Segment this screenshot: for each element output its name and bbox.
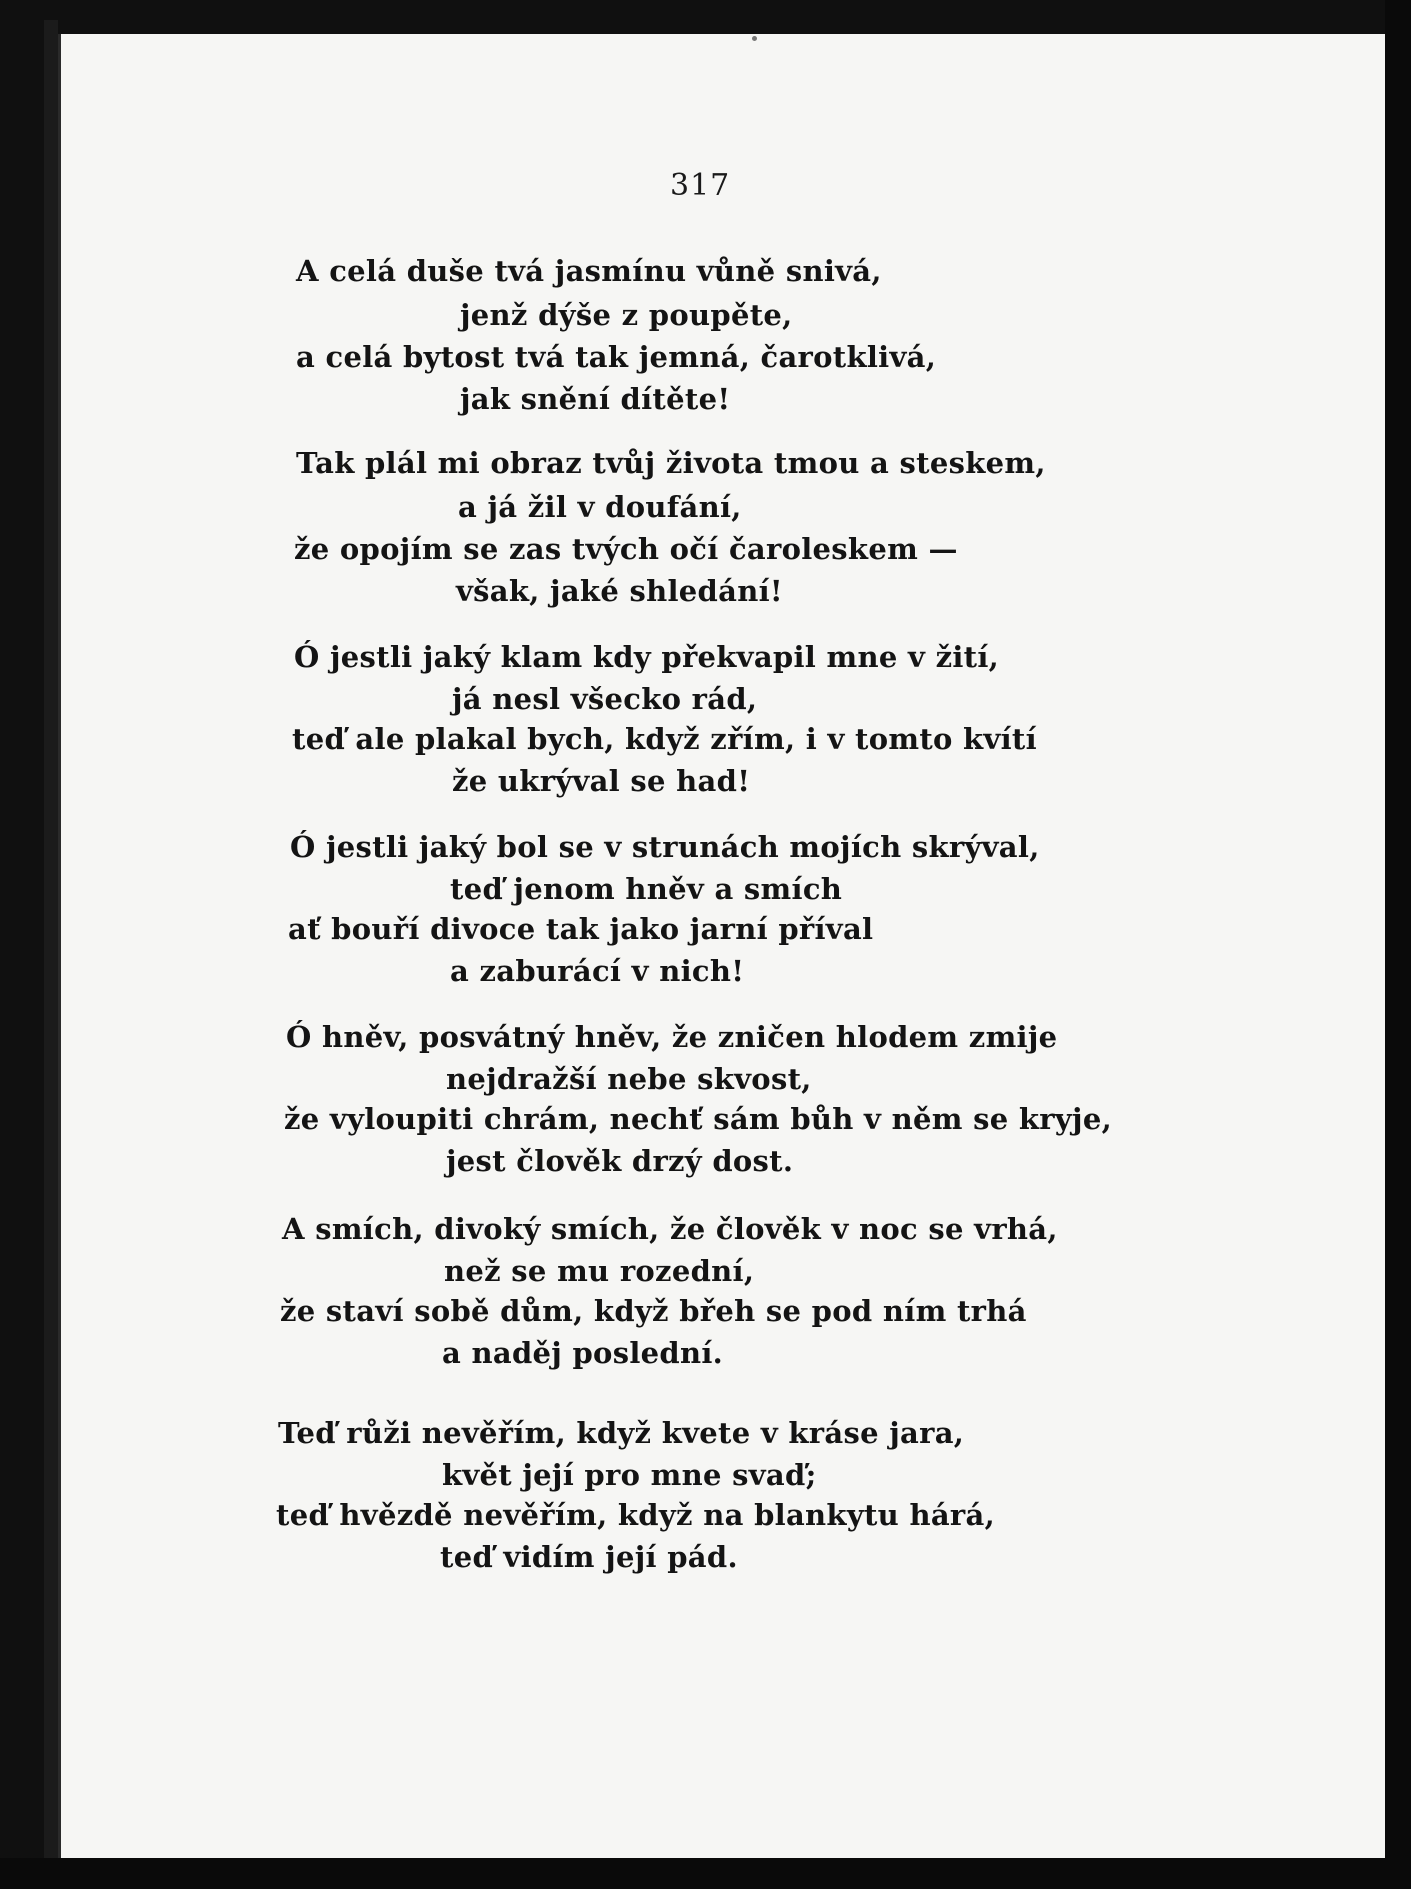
poem-line: že ukrýval se had! <box>452 764 751 798</box>
poem-line: ať bouří divoce tak jako jarní příval <box>288 912 874 946</box>
poem-line: však, jaké shledání! <box>456 574 783 608</box>
poem-line: a naděj poslední. <box>442 1336 724 1370</box>
poem-line: teď vidím její pád. <box>440 1540 738 1574</box>
poem-line: jak snění dítěte! <box>460 382 731 416</box>
poem-line: teď ale plakal bych, když zřím, i v tomto kvítí <box>292 722 1037 756</box>
poem-line: Ó jestli jaký klam kdy překvapil mne v žití, <box>294 640 1000 674</box>
poem-line: nejdražší nebe skvost, <box>446 1062 812 1096</box>
poem-line: A smích, divoký smích, že člověk v noc se vrhá, <box>282 1212 1058 1246</box>
poem-line: jest člověk drzý dost. <box>446 1144 794 1178</box>
poem-line: a celá bytost tvá tak jemná, čarotklivá, <box>296 340 937 374</box>
poem-line: Ó jestli jaký bol se v strunách mojích skrýval, <box>290 830 1040 864</box>
poem-line: Tak plál mi obraz tvůj života tmou a steskem, <box>296 446 1046 480</box>
poem-line: a já žil v doufání, <box>458 490 742 524</box>
poem-line: Ó hněv, posvátný hněv, že zničen hlodem zmije <box>286 1020 1058 1054</box>
poem-line: teď jenom hněv a smích <box>450 872 843 906</box>
poem-line: já nesl všecko rád, <box>452 682 758 716</box>
poem-line: že staví sobě dům, když břeh se pod ním trhá <box>280 1294 1027 1328</box>
page-number: 317 <box>670 168 731 203</box>
poem-line: že vyloupiti chrám, nechť sám bůh v něm se kryje, <box>284 1102 1112 1136</box>
poem-line: Teď růži nevěřím, když kvete v kráse jara, <box>278 1416 965 1450</box>
poem-line: jenž dýše z poupěte, <box>460 298 793 332</box>
poem-line: květ její pro mne svaď; <box>442 1458 817 1492</box>
poem-line: teď hvězdě nevěřím, když na blankytu hárá, <box>276 1498 995 1532</box>
poem-line: A celá duše tvá jasmínu vůně snivá, <box>296 254 882 288</box>
poem-line: že opojím se zas tvých očí čaroleskem — <box>294 532 958 566</box>
poem-line: a zaburácí v nich! <box>450 954 745 988</box>
poem-line: než se mu rozední, <box>444 1254 755 1288</box>
